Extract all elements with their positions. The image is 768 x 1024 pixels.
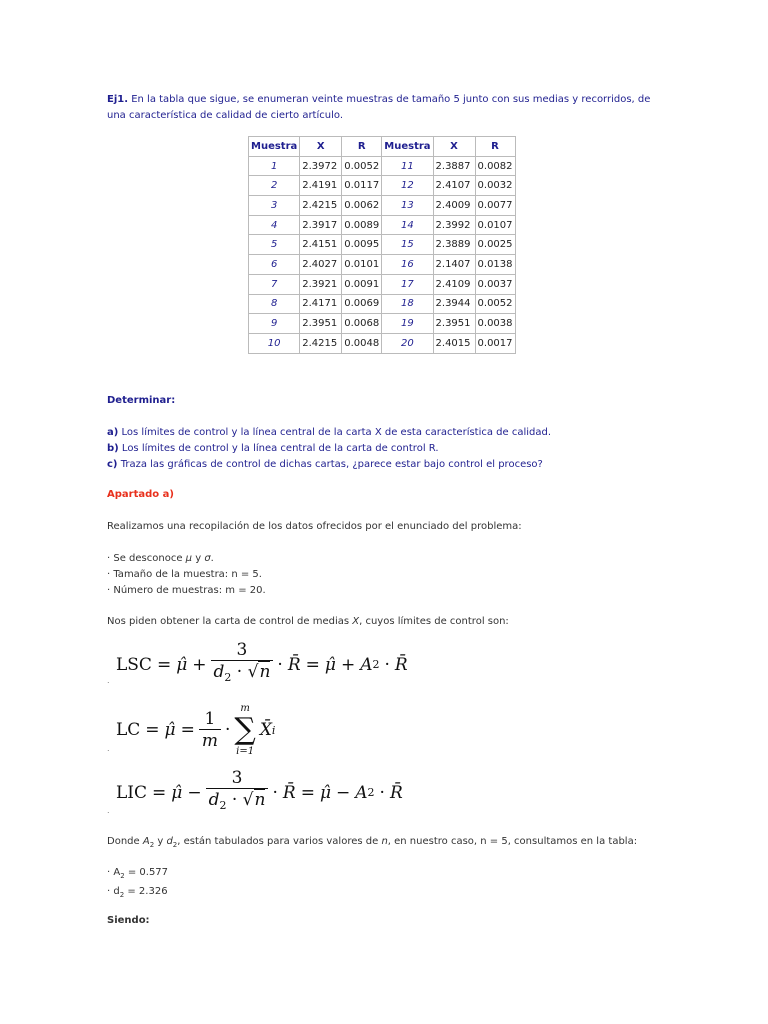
table-row [249, 333, 516, 353]
table-row [249, 255, 516, 275]
summation: m ∑ i=1 [234, 703, 256, 757]
sample-number-cell: 12 [382, 176, 433, 196]
range-cell: 0.0082 [475, 156, 515, 176]
section-heading: Apartado a) [107, 489, 174, 500]
mean-cell: 2.3951 [433, 314, 475, 334]
exercise-label: Ej1. [107, 94, 129, 105]
sample-number-cell: 15 [382, 235, 433, 255]
sample-number-cell: 9 [249, 314, 300, 334]
bullet-unknowns: · Se desconoce μ y σ. [107, 553, 214, 564]
mean-cell: 2.3992 [433, 215, 475, 235]
mean-cell: 2.1407 [433, 255, 475, 275]
table-row [249, 176, 516, 196]
sample-number-cell: 10 [249, 333, 300, 353]
sample-number-cell: 8 [249, 294, 300, 314]
range-cell: 0.0037 [475, 274, 515, 294]
mean-cell: 2.3917 [300, 215, 342, 235]
questions-list [107, 425, 667, 473]
mean-cell: 2.3921 [300, 274, 342, 294]
range-cell: 0.0107 [475, 215, 515, 235]
mean-cell: 2.3951 [300, 314, 342, 334]
table-header-row [249, 137, 516, 157]
recopilacion-text: Realizamos una recopilación de los datos ofrecidos por el enunciado del problema: [107, 521, 522, 532]
mean-cell: 2.4215 [300, 196, 342, 216]
sample-number-cell: 4 [249, 215, 300, 235]
bullet-sample-count: · Número de muestras: m = 20. [107, 585, 266, 596]
range-cell: 0.0089 [342, 215, 382, 235]
question-text: Traza las gráficas de control de dichas cartas, ¿parece estar bajo control el proceso? [120, 459, 543, 470]
given-data-list [107, 551, 667, 599]
samples-table [248, 136, 516, 354]
problem-statement [107, 92, 667, 124]
sample-number-cell: 20 [382, 333, 433, 353]
sample-number-cell: 7 [249, 274, 300, 294]
sample-number-cell: 13 [382, 196, 433, 216]
range-cell: 0.0069 [342, 294, 382, 314]
constant-a2: · $A_2 = 0.577$ [107, 867, 169, 880]
mean-cell: 2.4109 [433, 274, 475, 294]
range-cell: 0.0138 [475, 255, 515, 275]
siendo-text: Siendo: [107, 915, 150, 926]
question-text: Los límites de control y la línea central de la carta X de esta característica de calidad. [121, 427, 552, 438]
range-cell: 0.0048 [342, 333, 382, 353]
sample-number-cell: 2 [249, 176, 300, 196]
question-label: c) [107, 459, 118, 470]
mean-cell: 2.4015 [433, 333, 475, 353]
determinar-heading: Determinar: [107, 395, 176, 406]
mean-cell: 2.4107 [433, 176, 475, 196]
mean-cell: 2.3887 [433, 156, 475, 176]
question-b [107, 441, 667, 457]
range-cell: 0.0095 [342, 235, 382, 255]
table-row [249, 314, 516, 334]
sample-number-cell: 3 [249, 196, 300, 216]
formula-lic: LIC = μ̂ − $\frac{3}{d_2 \cdot √n}$ · R̄ = μ̂ − A 2 · R̄ [116, 768, 403, 817]
range-cell: 0.0091 [342, 274, 382, 294]
question-label: b) [107, 443, 119, 454]
formula-lsc: LSC = μ̂ + $\frac{3}{d_2 \cdot √n}$ · R̄ = μ̂ + A 2 · R̄ [116, 640, 408, 689]
mean-cell: 2.3972 [300, 156, 342, 176]
sample-number-cell: 19 [382, 314, 433, 334]
formula-lc: LC = μ̂ = $\frac{1}{m}$ · m ∑ i=1 X̄ i [116, 703, 276, 757]
header-r: R [342, 137, 382, 157]
header-muestra: Muestra [382, 137, 433, 157]
mean-cell: 2.4009 [433, 196, 475, 216]
range-cell: 0.0025 [475, 235, 515, 255]
sigma-symbol: σ [204, 553, 211, 564]
range-cell: 0.0077 [475, 196, 515, 216]
fraction: $\frac{3}{d_2 \cdot √n}$ [206, 768, 269, 817]
range-cell: 0.0017 [475, 333, 515, 353]
mean-cell: 2.3944 [433, 294, 475, 314]
piden-text: Nos piden obtener la carta de control de medias X, cuyos límites de control son: [107, 616, 509, 627]
donde-text: Donde $A_2$ y $d_2$, están tabulados para varios valores de n, en nuestro caso, n = 5, consultamos en la tabla: [107, 836, 638, 849]
header-x: X [300, 137, 342, 157]
range-cell: 0.0062 [342, 196, 382, 216]
sample-number-cell: 18 [382, 294, 433, 314]
table-row [249, 215, 516, 235]
question-text: Los límites de control y la línea central de la carta de control R. [121, 443, 439, 454]
mean-cell: 2.4191 [300, 176, 342, 196]
sample-number-cell: 6 [249, 255, 300, 275]
sample-number-cell: 1 [249, 156, 300, 176]
table-row [249, 274, 516, 294]
mean-cell: 2.4215 [300, 333, 342, 353]
range-cell: 0.0032 [475, 176, 515, 196]
constants-list [107, 865, 667, 903]
question-c [107, 457, 667, 473]
constant-d2: · $d_2 = 2.326$ [107, 886, 168, 899]
fraction: $\frac{1}{m}$ [199, 709, 221, 752]
sample-number-cell: 16 [382, 255, 433, 275]
range-cell: 0.0117 [342, 176, 382, 196]
range-cell: 0.0052 [342, 156, 382, 176]
question-a [107, 425, 667, 441]
sample-number-cell: 14 [382, 215, 433, 235]
table-body [249, 156, 516, 353]
range-cell: 0.0038 [475, 314, 515, 334]
range-cell: 0.0101 [342, 255, 382, 275]
mu-symbol: μ [185, 553, 193, 564]
mean-cell: 2.3889 [433, 235, 475, 255]
range-cell: 0.0068 [342, 314, 382, 334]
mean-cell: 2.4027 [300, 255, 342, 275]
fraction: $\frac{3}{d_2 \cdot √n}$ [211, 640, 274, 689]
table-row [249, 294, 516, 314]
sample-number-cell: 5 [249, 235, 300, 255]
table-row [249, 196, 516, 216]
sample-number-cell: 11 [382, 156, 433, 176]
mean-cell: 2.4151 [300, 235, 342, 255]
range-cell: 0.0052 [475, 294, 515, 314]
header-x: X [433, 137, 475, 157]
header-muestra: Muestra [249, 137, 300, 157]
question-label: a) [107, 427, 119, 438]
exercise-text: En la tabla que sigue, se enumeran veinte muestras de tamaño 5 junto con sus medias y recorridos, de una característica de calidad de cierto artículo. [107, 94, 651, 121]
table-row [249, 156, 516, 176]
header-r: R [475, 137, 515, 157]
bullet-sample-size: · Tamaño de la muestra: n = 5. [107, 569, 262, 580]
table-row [249, 235, 516, 255]
sample-number-cell: 17 [382, 274, 433, 294]
mean-cell: 2.4171 [300, 294, 342, 314]
